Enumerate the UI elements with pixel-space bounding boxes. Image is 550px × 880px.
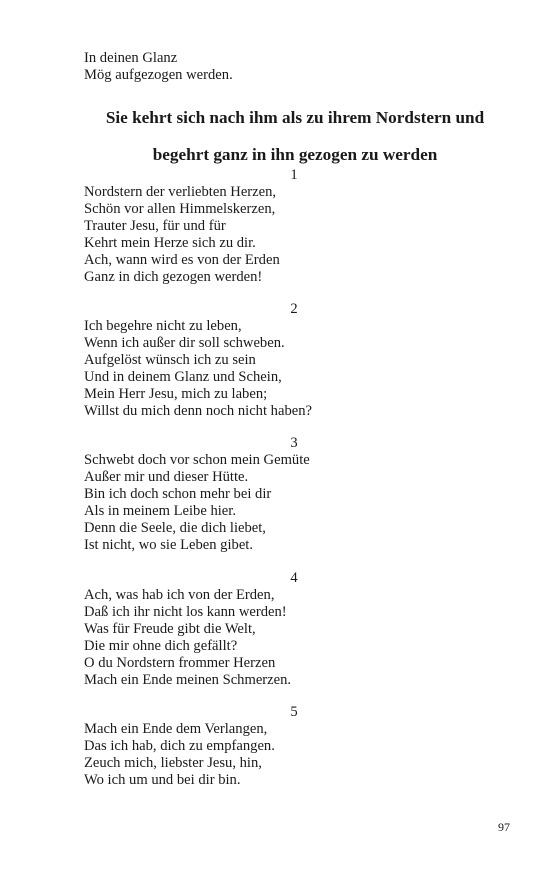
verse-line: Schön vor allen Himmelskerzen, (84, 201, 276, 217)
verse-line: Mach ein Ende meinen Schmerzen. (84, 672, 292, 688)
verse-line: Ach, was hab ich von der Erden, (84, 587, 275, 603)
stanza-number: 5 (290, 704, 298, 720)
verse-line: Das ich hab, dich zu empfangen. (84, 738, 275, 754)
verse-line: Mög aufgezogen werden. (84, 67, 233, 83)
verse-line: Trauter Jesu, für und für (84, 218, 226, 234)
verse-line: Schwebt doch vor schon mein Gemüte (84, 452, 310, 468)
verse-line: Was für Freude gibt die Welt, (84, 621, 256, 637)
verse-line: Als in meinem Leibe hier. (84, 503, 236, 519)
verse-line: Mein Herr Jesu, mich zu laben; (84, 386, 268, 402)
verse-line: Wo ich um und bei dir bin. (84, 772, 241, 788)
stanza-2 (84, 301, 504, 420)
poem-title-line-1: Sie kehrt sich nach ihm als zu ihrem Nordstern und (105, 108, 485, 127)
poem-title-line-2: begehrt ganz in ihn gezogen zu werden (152, 145, 438, 164)
verse-line: Außer mir und dieser Hütte. (84, 469, 249, 485)
verse-line: Zeuch mich, liebster Jesu, hin, (84, 755, 262, 771)
verse-line: Denn die Seele, die dich liebet, (84, 520, 266, 536)
verse-line: Mach ein Ende dem Verlangen, (84, 721, 268, 737)
page-number: 97 (498, 820, 510, 834)
verse-line: Willst du mich denn noch nicht haben? (84, 403, 312, 419)
verse-line: Nordstern der verliebten Herzen, (84, 184, 277, 200)
stanza-4 (84, 570, 504, 689)
verse-line: Aufgelöst wünsch ich zu sein (84, 352, 256, 368)
verse-line: Ganz in dich gezogen werden! (84, 269, 263, 285)
intro-verse (84, 50, 504, 84)
stanza-5 (84, 704, 504, 789)
stanza-number: 2 (290, 301, 298, 317)
verse-line: In deinen Glanz (84, 50, 178, 66)
stanza-3 (84, 435, 504, 554)
verse-line: Kehrt mein Herze sich zu dir. (84, 235, 256, 251)
stanza-number: 1 (290, 167, 298, 183)
stanza-number: 3 (290, 435, 298, 451)
verse-line: O du Nordstern frommer Herzen (84, 655, 276, 671)
verse-line: Und in deinem Glanz und Schein, (84, 369, 282, 385)
verse-line: Ist nicht, wo sie Leben gibet. (84, 537, 254, 553)
verse-line: Die mir ohne dich gefällt? (84, 638, 238, 654)
verse-line: Bin ich doch schon mehr bei dir (84, 486, 272, 502)
verse-line: Wenn ich außer dir soll schweben. (84, 335, 285, 351)
verse-line: Daß ich ihr nicht los kann werden! (84, 604, 287, 620)
stanza-1 (84, 167, 504, 286)
verse-line: Ich begehre nicht zu leben, (84, 318, 242, 334)
stanza-number: 4 (290, 570, 298, 586)
verse-line: Ach, wann wird es von der Erden (84, 252, 280, 268)
